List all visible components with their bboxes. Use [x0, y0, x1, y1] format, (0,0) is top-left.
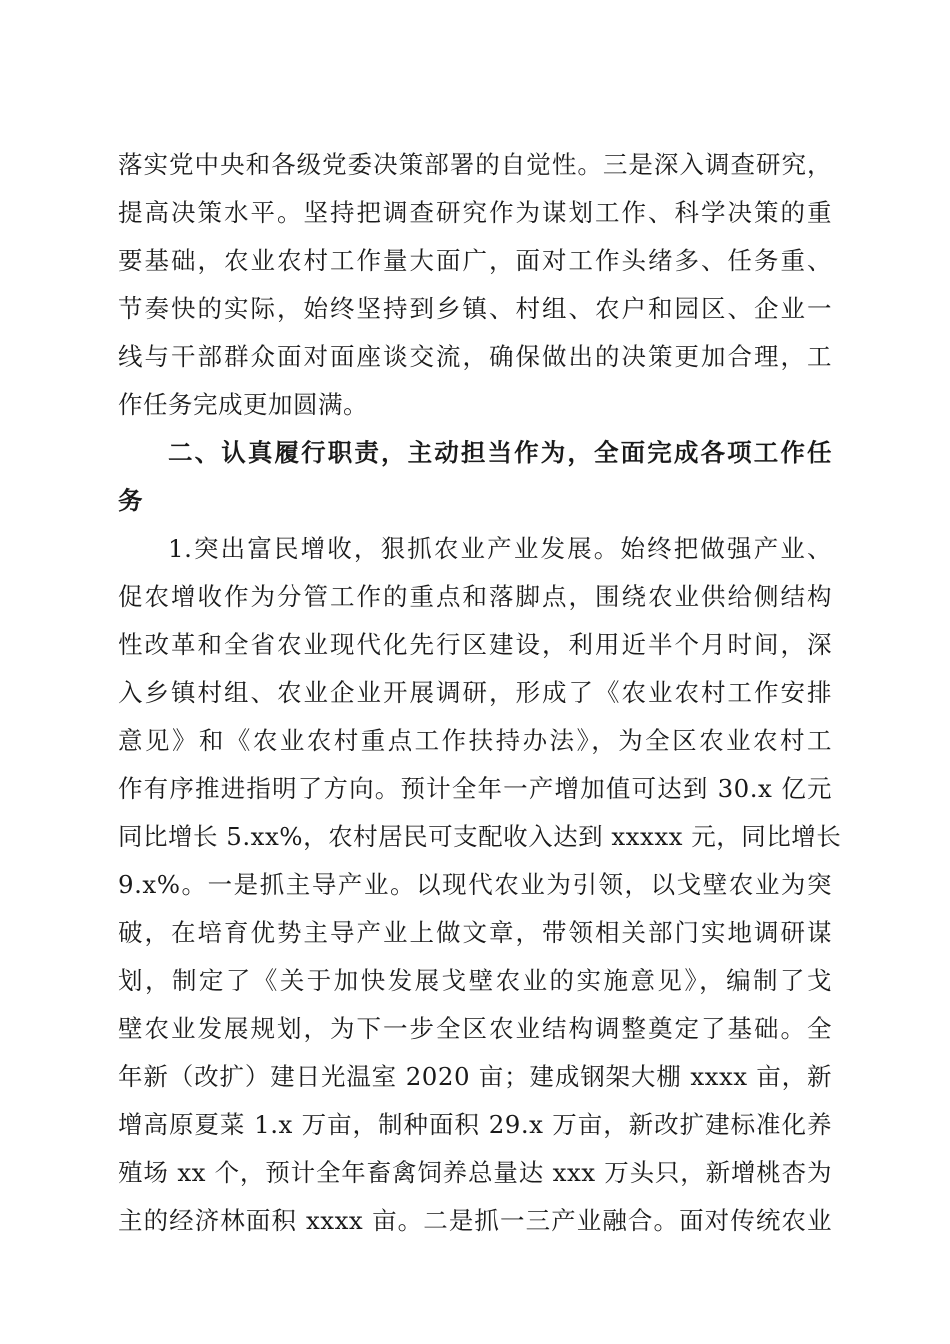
- body-text-line: 殖场 xx 个，预计全年畜禽饲养总量达 xxx 万头只，新增桃杏为: [118, 1158, 832, 1187]
- body-text-line: 增高原夏菜 1.x 万亩，制种面积 29.x 万亩，新改扩建标准化养: [118, 1110, 832, 1139]
- body-text-line: 促农增收作为分管工作的重点和落脚点，围绕农业供给侧结构: [118, 582, 832, 611]
- body-text-line: 主的经济林面积 xxxx 亩。二是抓一三产业融合。面对传统农业: [118, 1206, 832, 1235]
- body-text-line: 破，在培育优势主导产业上做文章，带领相关部门实地调研谋: [118, 918, 832, 947]
- body-text-line: 年新（改扩）建日光温室 2020 亩；建成钢架大棚 xxxx 亩，新: [118, 1062, 832, 1091]
- body-text-line: 同比增长 5.xx%，农村居民可支配收入达到 xxxxx 元，同比增长: [118, 822, 842, 851]
- body-text-line: 作任务完成更加圆满。: [118, 390, 368, 419]
- paragraph-first-line: 1.突出富民增收，狠抓农业产业发展。始终把做强产业、: [168, 534, 832, 563]
- body-text-line: 落实党中央和各级党委决策部署的自觉性。三是深入调查研究，: [118, 150, 832, 179]
- body-text-line: 9.x%。一是抓主导产业。以现代农业为引领，以戈壁农业为突: [118, 870, 832, 899]
- body-text-line: 节奏快的实际，始终坚持到乡镇、村组、农户和园区、企业一: [118, 294, 832, 323]
- body-text-line: 壁农业发展规划，为下一步全区农业结构调整奠定了基础。全: [118, 1014, 832, 1043]
- section-heading-continued: 务: [118, 486, 143, 515]
- section-heading: 二、认真履行职责，主动担当作为，全面完成各项工作任: [168, 438, 832, 467]
- body-text-line: 划，制定了《关于加快发展戈壁农业的实施意见》，编制了戈: [118, 966, 832, 995]
- body-text-line: 性改革和全省农业现代化先行区建设，利用近半个月时间，深: [118, 630, 832, 659]
- body-text-line: 线与干部群众面对面座谈交流，确保做出的决策更加合理，工: [118, 342, 832, 371]
- body-text-line: 入乡镇村组、农业企业开展调研，形成了《农业农村工作安排: [118, 678, 832, 707]
- body-text-line: 要基础，农业农村工作量大面广，面对工作头绪多、任务重、: [118, 246, 832, 275]
- body-text-line: 提高决策水平。坚持把调查研究作为谋划工作、科学决策的重: [118, 198, 832, 227]
- body-text-line: 意见》和《农业农村重点工作扶持办法》，为全区农业农村工: [118, 726, 832, 755]
- body-text-line: 作有序推进指明了方向。预计全年一产增加值可达到 30.x 亿元: [118, 774, 832, 803]
